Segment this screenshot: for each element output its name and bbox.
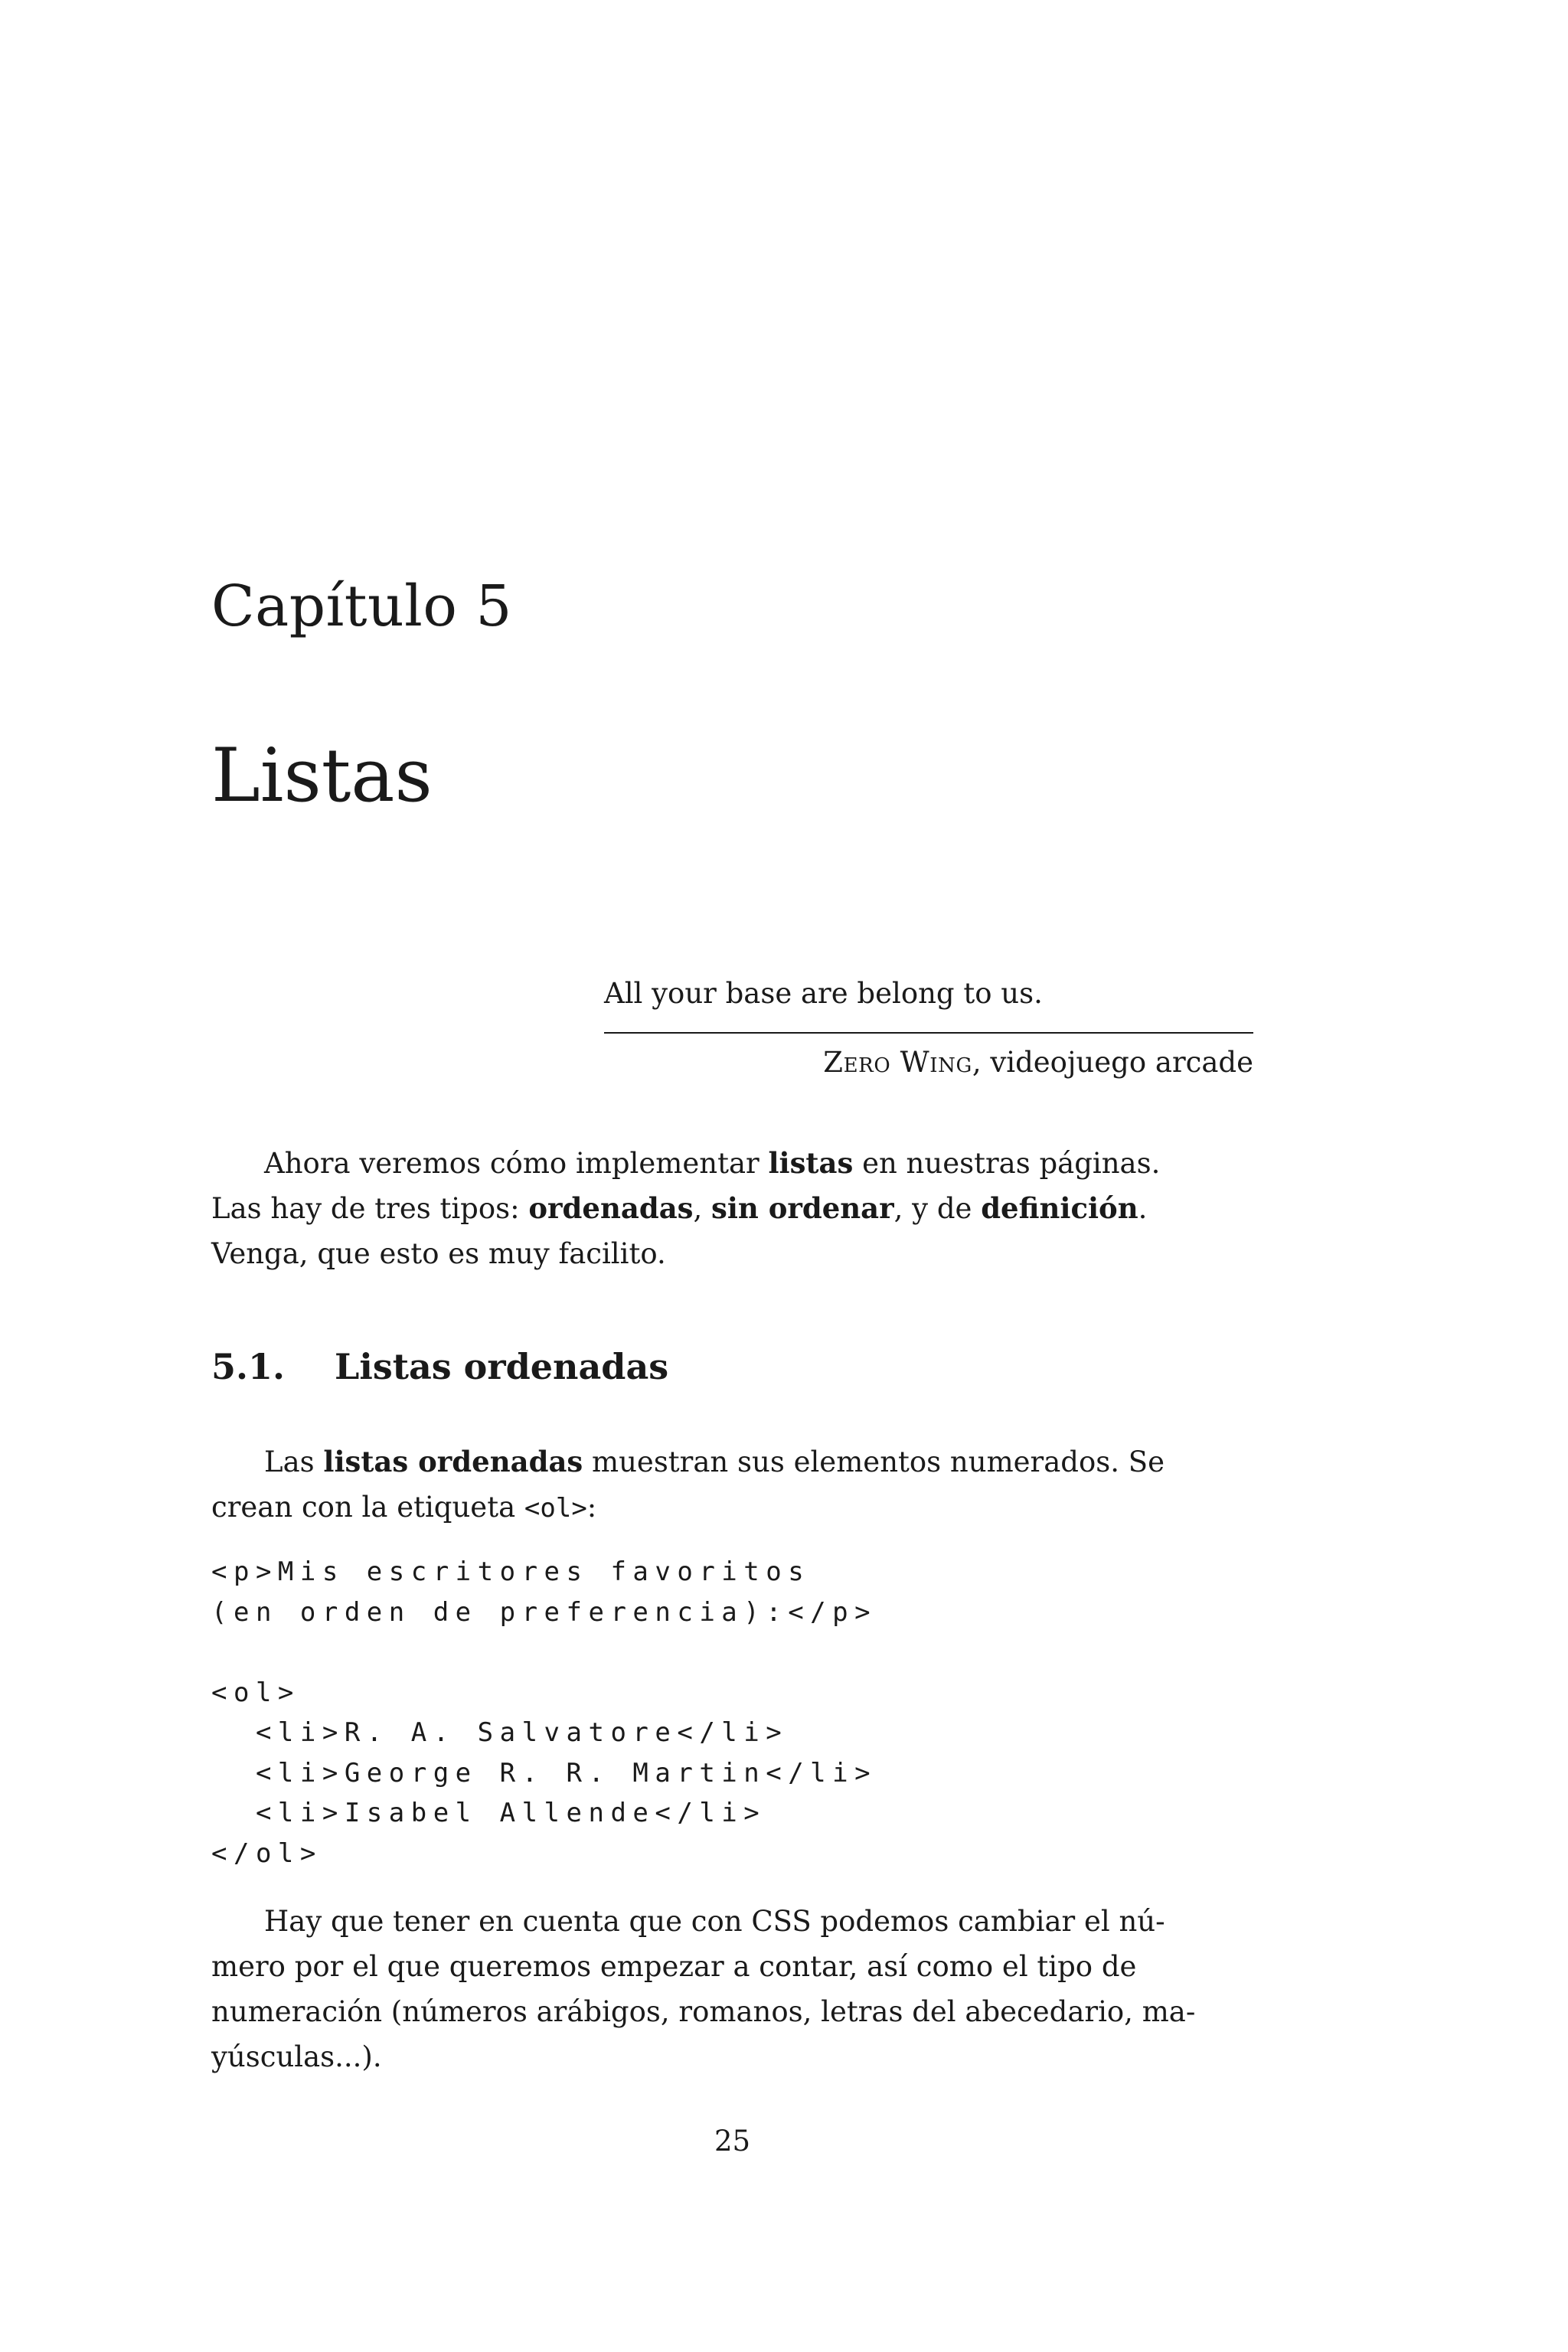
code-example <box>211 1552 877 1873</box>
code-line: </ol> <box>211 1838 322 1869</box>
code-line: (en orden de preferencia):</p> <box>211 1596 877 1628</box>
code-line: <li>George R. R. Martin</li> <box>211 1757 877 1788</box>
keyword-listas: listas <box>768 1146 854 1180</box>
intro-paragraph <box>211 1141 1253 1276</box>
section-title: Listas ordenadas <box>335 1346 669 1387</box>
intro-line-3: Venga, que esto es muy facilito. <box>211 1237 666 1270</box>
closing-paragraph <box>211 1899 1253 2079</box>
epigraph <box>604 971 1253 1086</box>
closing-line-4: yúsculas...). <box>211 2040 382 2073</box>
ordered-line-2: crean con la etiqueta <ol>: <box>211 1491 597 1524</box>
keyword-ordenadas: ordenadas <box>528 1191 694 1225</box>
code-line: <li>R. A. Salvatore</li> <box>211 1717 789 1748</box>
keyword-listas-ordenadas: listas ordenadas <box>323 1445 583 1478</box>
epigraph-attribution <box>604 1040 1253 1086</box>
ordered-lists-paragraph <box>211 1439 1253 1531</box>
section-number: 5.1. <box>211 1346 286 1387</box>
section-heading <box>211 1346 669 1387</box>
epigraph-source-description: , videojuego arcade <box>972 1046 1253 1079</box>
intro-line-1: Ahora veremos cómo implementar listas en nuestras páginas. <box>264 1146 1161 1180</box>
chapter-label: Capítulo 5 <box>211 573 512 639</box>
intro-line-2: Las hay de tres tipos: ordenadas, sin ordenar, y de definición. <box>211 1191 1148 1225</box>
keyword-sin-ordenar: sin ordenar <box>711 1191 894 1225</box>
page-number: 25 <box>714 2125 751 2158</box>
ordered-line-1: Las listas ordenadas muestran sus elementos numerados. Se <box>264 1445 1165 1478</box>
inline-code-ol: <ol> <box>524 1493 587 1524</box>
code-line: <p>Mis escritores favoritos <box>211 1557 811 1587</box>
epigraph-source: Zero Wing <box>823 1046 972 1079</box>
closing-line-2: mero por el que queremos empezar a contar, así como el tipo de <box>211 1950 1137 1983</box>
code-line: <li>Isabel Allende</li> <box>211 1798 766 1828</box>
epigraph-quote: All your base are belong to us. <box>604 977 1043 1010</box>
chapter-title: Listas <box>211 733 433 818</box>
code-line: <ol> <box>211 1677 300 1708</box>
epigraph-divider <box>604 1032 1253 1034</box>
code-line <box>211 1632 877 1673</box>
closing-line-3: numeración (números arábigos, romanos, letras del abecedario, ma- <box>211 1995 1196 2028</box>
keyword-definicion: definición <box>981 1191 1138 1225</box>
closing-line-1: Hay que tener en cuenta que con CSS podemos cambiar el nú- <box>264 1905 1165 1938</box>
